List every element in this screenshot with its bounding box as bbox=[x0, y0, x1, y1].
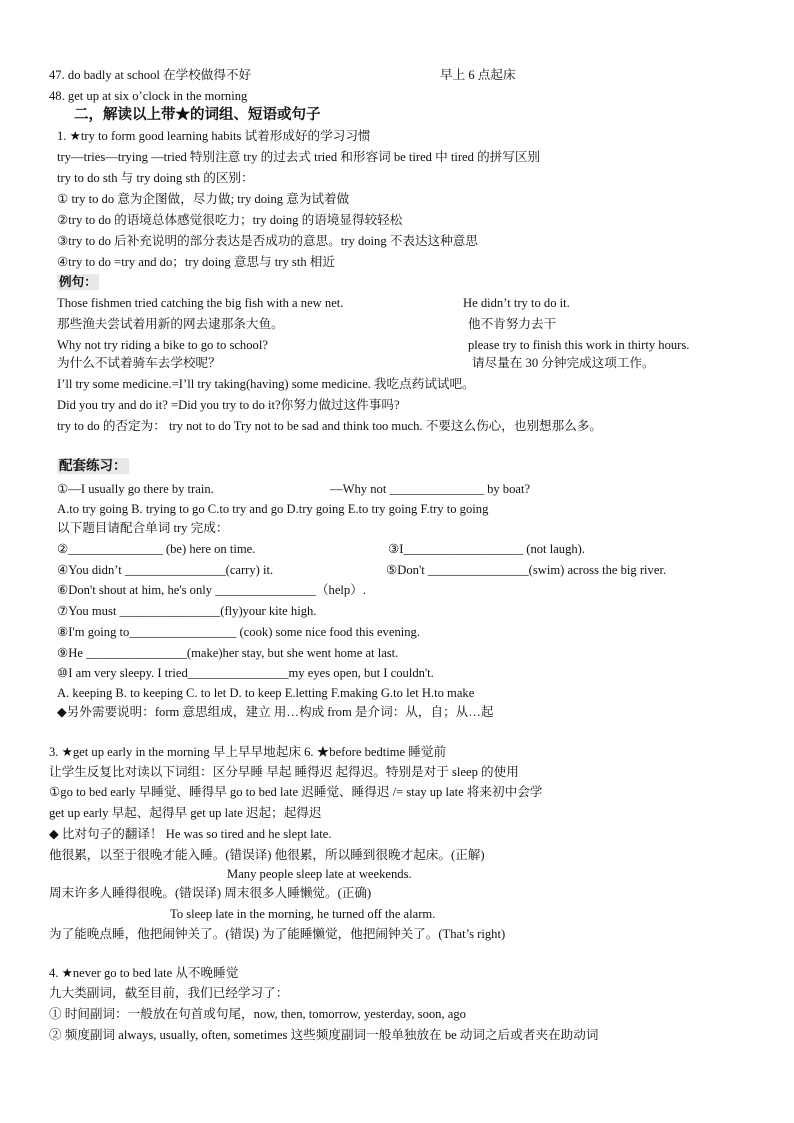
item-3-line-e: 他很累，以至于很晚才能入睡。(错误译) 他很累，所以睡到很晚才起床。(正解) bbox=[49, 848, 485, 862]
practice-10: ⑩I am very sleepy. I tried________________my eyes open, but I couldn't. bbox=[57, 666, 434, 680]
item-1-line-d: ②try to do 的语境总体感觉很吃力；try doing 的语境显得较轻松 bbox=[57, 213, 403, 227]
item-3-line-i: 为了能晚点睡，他把闹钟关了。(错误) 为了能睡懒觉，他把闹钟关了。(That’s right) bbox=[49, 927, 506, 941]
practice-4: ④You didn’t ________________(carry) it. bbox=[57, 563, 274, 577]
item-4-title: 4. ★never go to bed late 从不晚睡觉 bbox=[49, 966, 239, 980]
item-4-line-b: ① 时间副词：一般放在句首或句尾，now, then, tomorrow, yesterday, soon, ago bbox=[49, 1007, 466, 1021]
item-3-line-d: ◆ 比对句子的翻译！ He was so tired and he slept late. bbox=[49, 827, 332, 841]
example-2-right-cn: 请尽量在 30 分钟完成这项工作。 bbox=[472, 356, 655, 370]
item-4-line-a: 九大类副词，截至目前，我们已经学习了： bbox=[49, 986, 289, 1000]
section-heading-2: 二，解读以上带★的词组、短语或句子 bbox=[74, 107, 321, 123]
example-2-right-en: please try to finish this work in thirty hours. bbox=[468, 338, 690, 352]
item-3-line-g: 周末许多人睡得很晚。(错误译) 周末很多人睡懒觉。(正确) bbox=[49, 886, 372, 900]
item-3-line-h: To sleep late in the morning, he turned off the alarm. bbox=[170, 907, 436, 921]
practice-2-hint: 以下题目请配合单词 try 完成： bbox=[57, 521, 229, 535]
line-48: 48. get up at six o’clock in the morning bbox=[49, 89, 248, 103]
item-3-title: 3. ★get up early in the morning 早上早早地起床 6. ★before bedtime 睡觉前 bbox=[49, 745, 447, 759]
item-1-title: 1. ★try to form good learning habits 试着形成好的学习习惯 bbox=[57, 129, 371, 143]
item-1-line-b: try to do sth 与 try doing sth 的区别： bbox=[57, 171, 254, 185]
example-4: Did you try and do it? =Did you try to do it?你努力做过这件事吗? bbox=[57, 398, 400, 412]
line-47-right: 早上 6 点起床 bbox=[440, 68, 516, 82]
example-2-cn: 为什么不试着骑车去学校呢？ bbox=[57, 356, 221, 370]
practice-9: ⑨He ________________(make)her stay, but she went home at last. bbox=[57, 646, 399, 660]
practice-7: ⑦You must ________________(fly)your kite high. bbox=[57, 604, 317, 618]
item-3-line-a: 让学生反复比对读以下词组：区分早睡 早起 睡得迟 起得迟。特别是对于 sleep 的使用 bbox=[49, 765, 519, 779]
example-1-right-en: He didn’t try to do it. bbox=[463, 296, 570, 310]
item-3-line-c: get up early 早起、起得早 get up late 迟起；起得迟 bbox=[49, 806, 322, 820]
note-form-from: ◆另外需要说明：form 意思组成，建立 用…构成 from 是介词：从，自；从…起 bbox=[57, 705, 494, 719]
item-3-line-b: ①go to bed early 早睡觉、睡得早 go to bed late 迟睡觉、睡得迟 /= stay up late 将来初中会学 bbox=[49, 785, 543, 799]
example-3: I’ll try some medicine.=I’ll try taking(having) some medicine. 我吃点药试试吧。 bbox=[57, 377, 475, 391]
line-47: 47. do badly at school 在学校做得不好 bbox=[49, 68, 252, 82]
practice-3: ③I___________________ (not laugh). bbox=[388, 542, 586, 556]
practice-1: ①—I usually go there by train. bbox=[57, 482, 214, 496]
item-3-line-f: Many people sleep late at weekends. bbox=[227, 867, 412, 881]
practice-2: ②_______________ (be) here on time. bbox=[57, 542, 256, 556]
practice-5: ⑤Don't ________________(swim) across the big river. bbox=[386, 563, 667, 577]
example-1-right-cn: 他不肯努力去干 bbox=[468, 317, 557, 331]
examples-label: 例句： bbox=[59, 275, 97, 289]
example-2-en: Why not try riding a bike to go to school? bbox=[57, 338, 268, 352]
item-1-line-c: ① try to do 意为企图做，尽力做; try doing 意为试着做 bbox=[57, 192, 350, 206]
example-5: try to do 的否定为： try not to do Try not to be sad and think too much. 不要这么伤心，也别想那么多。 bbox=[57, 419, 603, 433]
item-1-line-e: ③try to do 后补充说明的部分表达是否成功的意思。try doing 不表达这种意思 bbox=[57, 234, 478, 248]
example-1-cn: 那些渔夫尝试着用新的网去逮那条大鱼。 bbox=[57, 317, 284, 331]
practice-1-options: A.to try going B. trying to go C.to try and go D.try going E.to try going F.try to going bbox=[57, 502, 489, 516]
practice-label: 配套练习： bbox=[59, 458, 127, 473]
practice-8: ⑧I'm going to_________________ (cook) some nice food this evening. bbox=[57, 625, 420, 639]
practice-10-options: A. keeping B. to keeping C. to let D. to keep E.letting F.making G.to let H.to make bbox=[57, 686, 475, 700]
item-1-line-f: ④try to do =try and do；try doing 意思与 try sth 相近 bbox=[57, 255, 335, 269]
item-1-line-a: try—tries—trying —tried 特别注意 try 的过去式 tried 和形容词 be tired 中 tired 的拼写区别 bbox=[57, 150, 541, 164]
practice-1-right: —Why not _______________ by boat? bbox=[330, 482, 531, 496]
item-4-line-c: ② 频度副词 always, usually, often, sometimes 这些频度副词一般单独放在 be 动词之后或者夹在助动词 bbox=[49, 1028, 599, 1042]
example-1-en: Those fishmen tried catching the big fish with a new net. bbox=[57, 296, 344, 310]
practice-6: ⑥Don't shout at him, he's only ________________（help）. bbox=[57, 583, 366, 597]
